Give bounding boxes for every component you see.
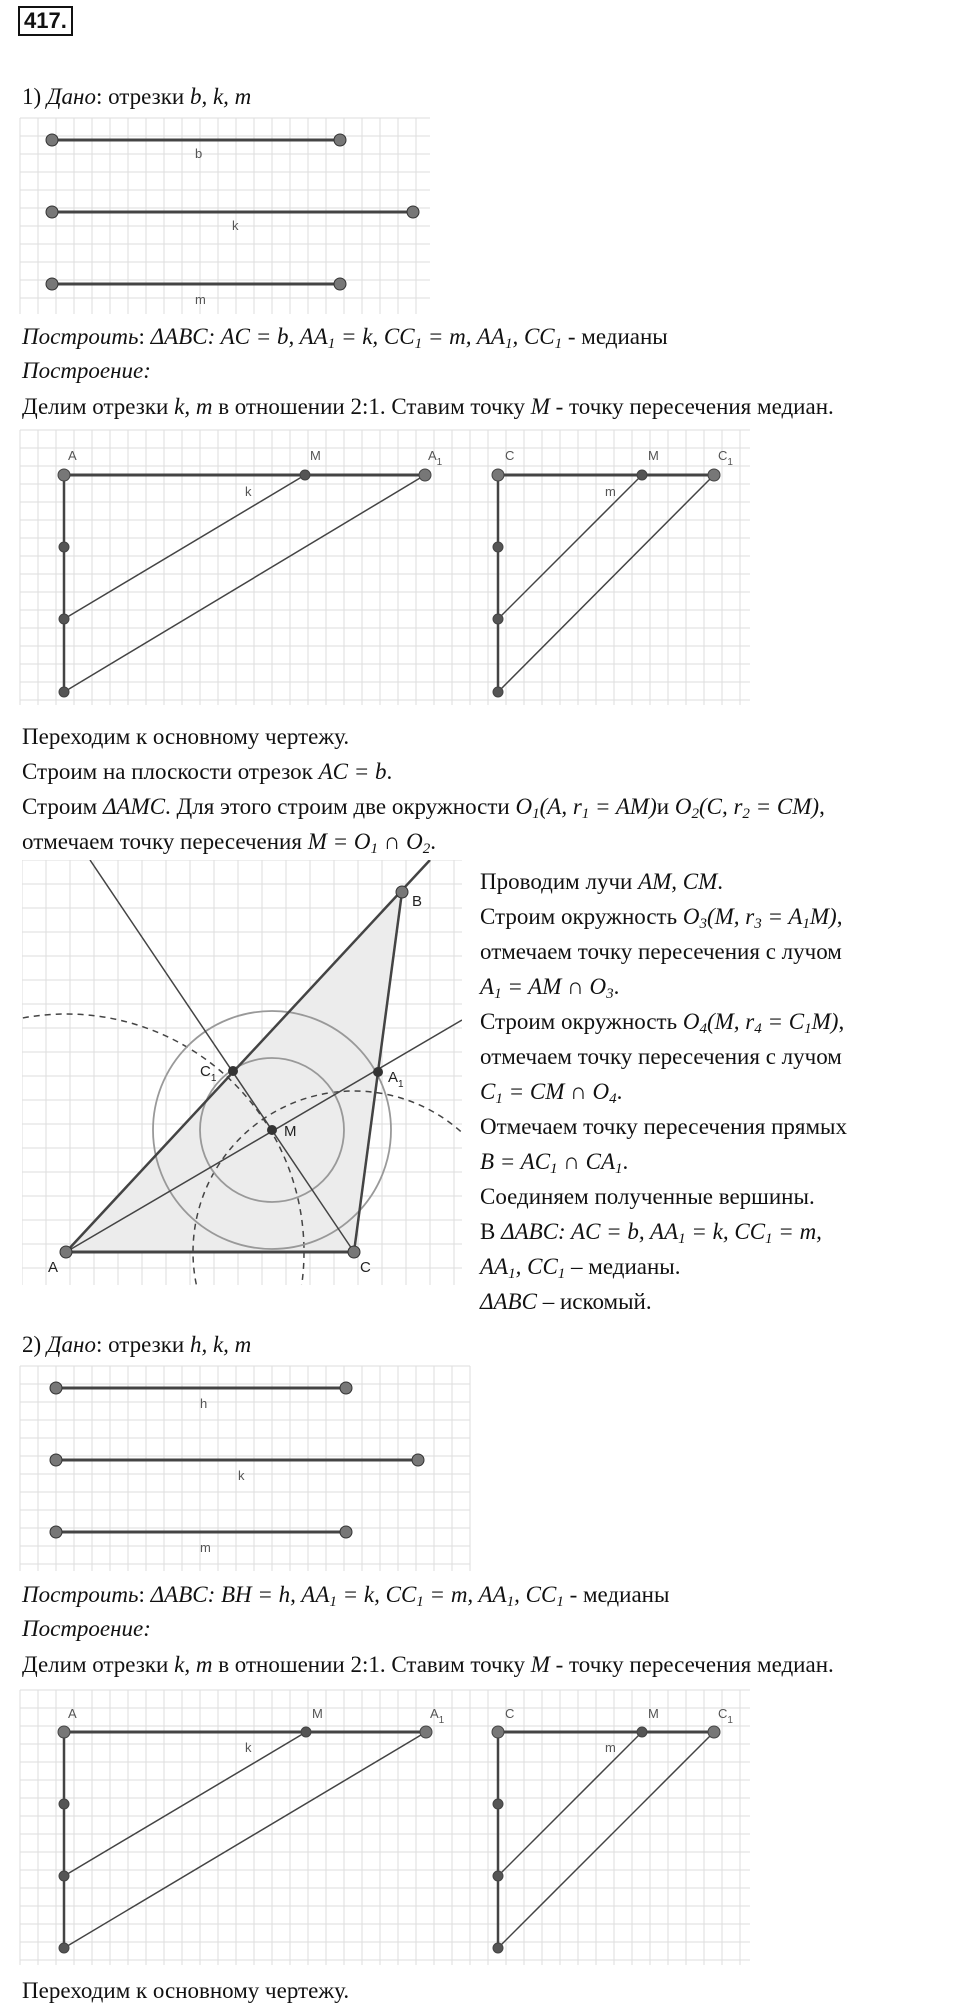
- svg-text:A1: $A_1$: [430, 1706, 445, 1726]
- svg-text:k: k: [245, 1740, 252, 1755]
- build-line-2: Построить: ΔABC: BH = h, $AA_1 = k$, $CC_1 = m$, $AA_1$, $CC_1$ - медианы: [22, 1582, 670, 1610]
- construction-title-1: Построение:: [22, 358, 151, 383]
- point: [46, 278, 58, 290]
- medians-text: - медианы: [562, 324, 668, 349]
- label-C: C: [505, 448, 515, 463]
- svg-text:A: A: [68, 1706, 77, 1721]
- build-line-1: Построить: ΔABC: AC = b, $AA_1 = k$, $CC_1 = m$, $AA_1$, $CC_1$ - медианы: [22, 324, 668, 352]
- given-text: отрезки: [108, 84, 185, 109]
- label-C1: $C_1$: [718, 448, 733, 468]
- segments-figure-2: [20, 1366, 480, 1574]
- point: [334, 134, 346, 146]
- given-word: Дано: [46, 84, 96, 109]
- step-2: Строим на плоскости отрезок AC = b.: [22, 759, 393, 784]
- division-figure-1: [20, 430, 760, 710]
- construction-title-2: Построение:: [22, 1616, 151, 1641]
- step-1: Переходим к основному чертежу.: [22, 724, 350, 749]
- given-vars: b, k, m: [189, 84, 252, 109]
- svg-text:M: M: [648, 1706, 659, 1721]
- grid: [20, 1366, 470, 1571]
- label-A: A: [68, 448, 77, 463]
- label-C: C: [360, 1259, 371, 1276]
- step-3: Строим ΔAMC. Для этого строим две окружности $O_1(A$, $r_1 = AM)и$ $O_2(C$, $r_2 = CM$),: [22, 794, 825, 822]
- label-B: B: [412, 893, 423, 910]
- label-A1: $A_1$: [388, 1069, 404, 1090]
- label-M: M: [310, 448, 321, 463]
- label-A: A: [48, 1259, 59, 1276]
- segment-label-h: h: [200, 1396, 208, 1411]
- division-figure-2: [20, 1690, 760, 1970]
- build-expression: ΔABC: AC = b, $AA_1 = k$, $CC_1 = m$, $AA_1$, $CC_1$: [150, 324, 563, 352]
- segment-label-k: k: [238, 1468, 245, 1483]
- segment-label-k: k: [232, 218, 239, 233]
- step-1-part2: Переходим к основному чертежу.: [22, 1978, 350, 2003]
- label-A1: $A_1$: [428, 448, 443, 468]
- point: [407, 206, 419, 218]
- divide-line-2: Делим отрезки k, m в отношении 2:1. Ставим точку M - точку пересечения медиан.: [22, 1652, 834, 1677]
- label-M: M: [648, 448, 659, 463]
- label-C1: $C_1$: [200, 1063, 217, 1084]
- svg-text:m: m: [605, 1740, 616, 1755]
- given-number: 1): [22, 84, 42, 109]
- label-M: M: [284, 1123, 297, 1140]
- label-k: k: [245, 484, 252, 499]
- problem-number: 417.: [18, 6, 73, 36]
- label-m: m: [605, 484, 616, 499]
- point: [46, 206, 58, 218]
- main-construction-figure: [22, 860, 462, 1285]
- segment-label-m: m: [200, 1540, 211, 1555]
- segment-label-b: b: [195, 146, 203, 161]
- step-4: отмечаем точку пересечения $M = O_1$ ∩ $O_2$.: [22, 829, 436, 857]
- segments-figure-1: [20, 118, 440, 318]
- divide-line-1: Делим отрезки k, m в отношении 2:1. Ставим точку M - точку пересечения медиан.: [22, 394, 834, 419]
- segment-label-m: m: [195, 292, 206, 307]
- division-left: [58, 469, 431, 697]
- given-line-1: 1) Дано: отрезки b, k, m: [22, 84, 252, 109]
- point: [46, 134, 58, 146]
- build-word: Построить: [22, 324, 139, 349]
- point: [334, 278, 346, 290]
- given-line-2: 2) Дано: отрезки h, k, m: [22, 1332, 252, 1357]
- svg-text:M: M: [312, 1706, 323, 1721]
- svg-text:C: C: [505, 1706, 515, 1721]
- svg-text:C1: $C_1$: [718, 1706, 733, 1726]
